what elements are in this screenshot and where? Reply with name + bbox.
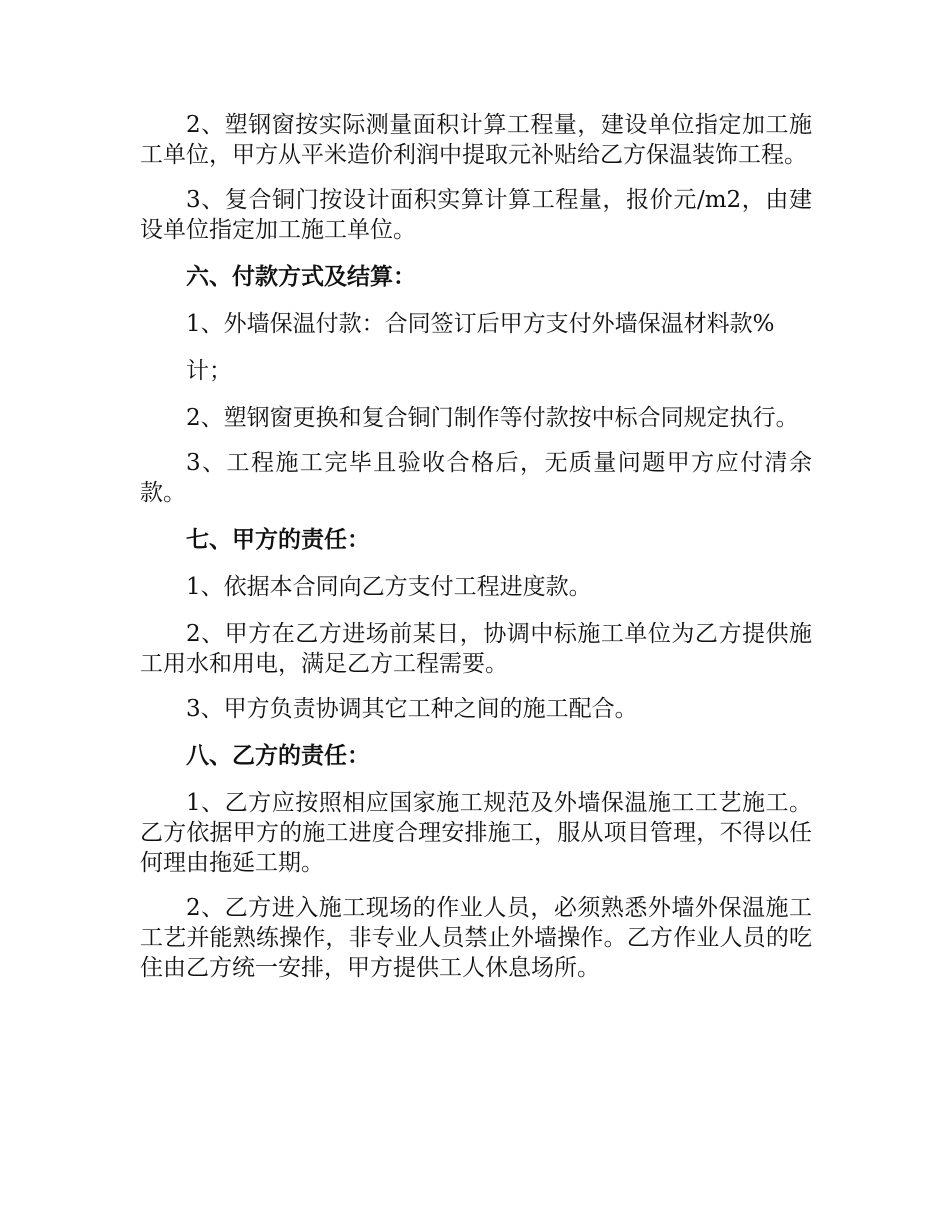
clause-6-1-continued: 计； bbox=[186, 358, 232, 384]
clause-6-3: 3、工程施工完毕且验收合格后，无质量问题甲方应付清余款。 bbox=[140, 450, 812, 506]
clause-7-1: 1、依据本合同向乙方支付工程进度款。 bbox=[186, 574, 592, 600]
clause-5-3: 3、复合铜门按设计面积实算计算工程量，报价元/m2，由建设单位指定加工施工单位。 bbox=[140, 187, 812, 243]
section-heading-7: 七、甲方的责任： bbox=[186, 526, 370, 553]
section-heading-6: 六、付款方式及结算： bbox=[186, 263, 416, 290]
section-heading-8: 八、乙方的责任： bbox=[186, 742, 370, 769]
clause-5-2: 2、塑钢窗按实际测量面积计算工程量，建设单位指定加工施工单位，甲方从平米造价利润中提取元补贴给乙方保温装饰工程。 bbox=[140, 112, 812, 168]
clause-6-1: 1、外墙保温付款：合同签订后甲方支付外墙保温材料款% bbox=[186, 311, 775, 337]
clause-8-1: 1、乙方应按照相应国家施工规范及外墙保温施工工艺施工。乙方依据甲方的施工进度合理安排施工，服从项目管理，不得以任何理由拖延工期。 bbox=[140, 790, 812, 876]
clause-6-2: 2、塑钢窗更换和复合铜门制作等付款按中标合同规定执行。 bbox=[186, 405, 799, 431]
clause-8-2: 2、乙方进入施工现场的作业人员，必须熟悉外墙外保温施工工艺并能熟练操作，非专业人员禁止外墙操作。乙方作业人员的吃住由乙方统一安排，甲方提供工人休息场所。 bbox=[140, 895, 812, 981]
document-body bbox=[140, 110, 812, 983]
clause-7-3: 3、甲方负责协调其它工种之间的施工配合。 bbox=[186, 696, 638, 722]
clause-7-2: 2、甲方在乙方进场前某日，协调中标施工单位为乙方提供施工用水和用电，满足乙方工程需要。 bbox=[140, 621, 812, 677]
